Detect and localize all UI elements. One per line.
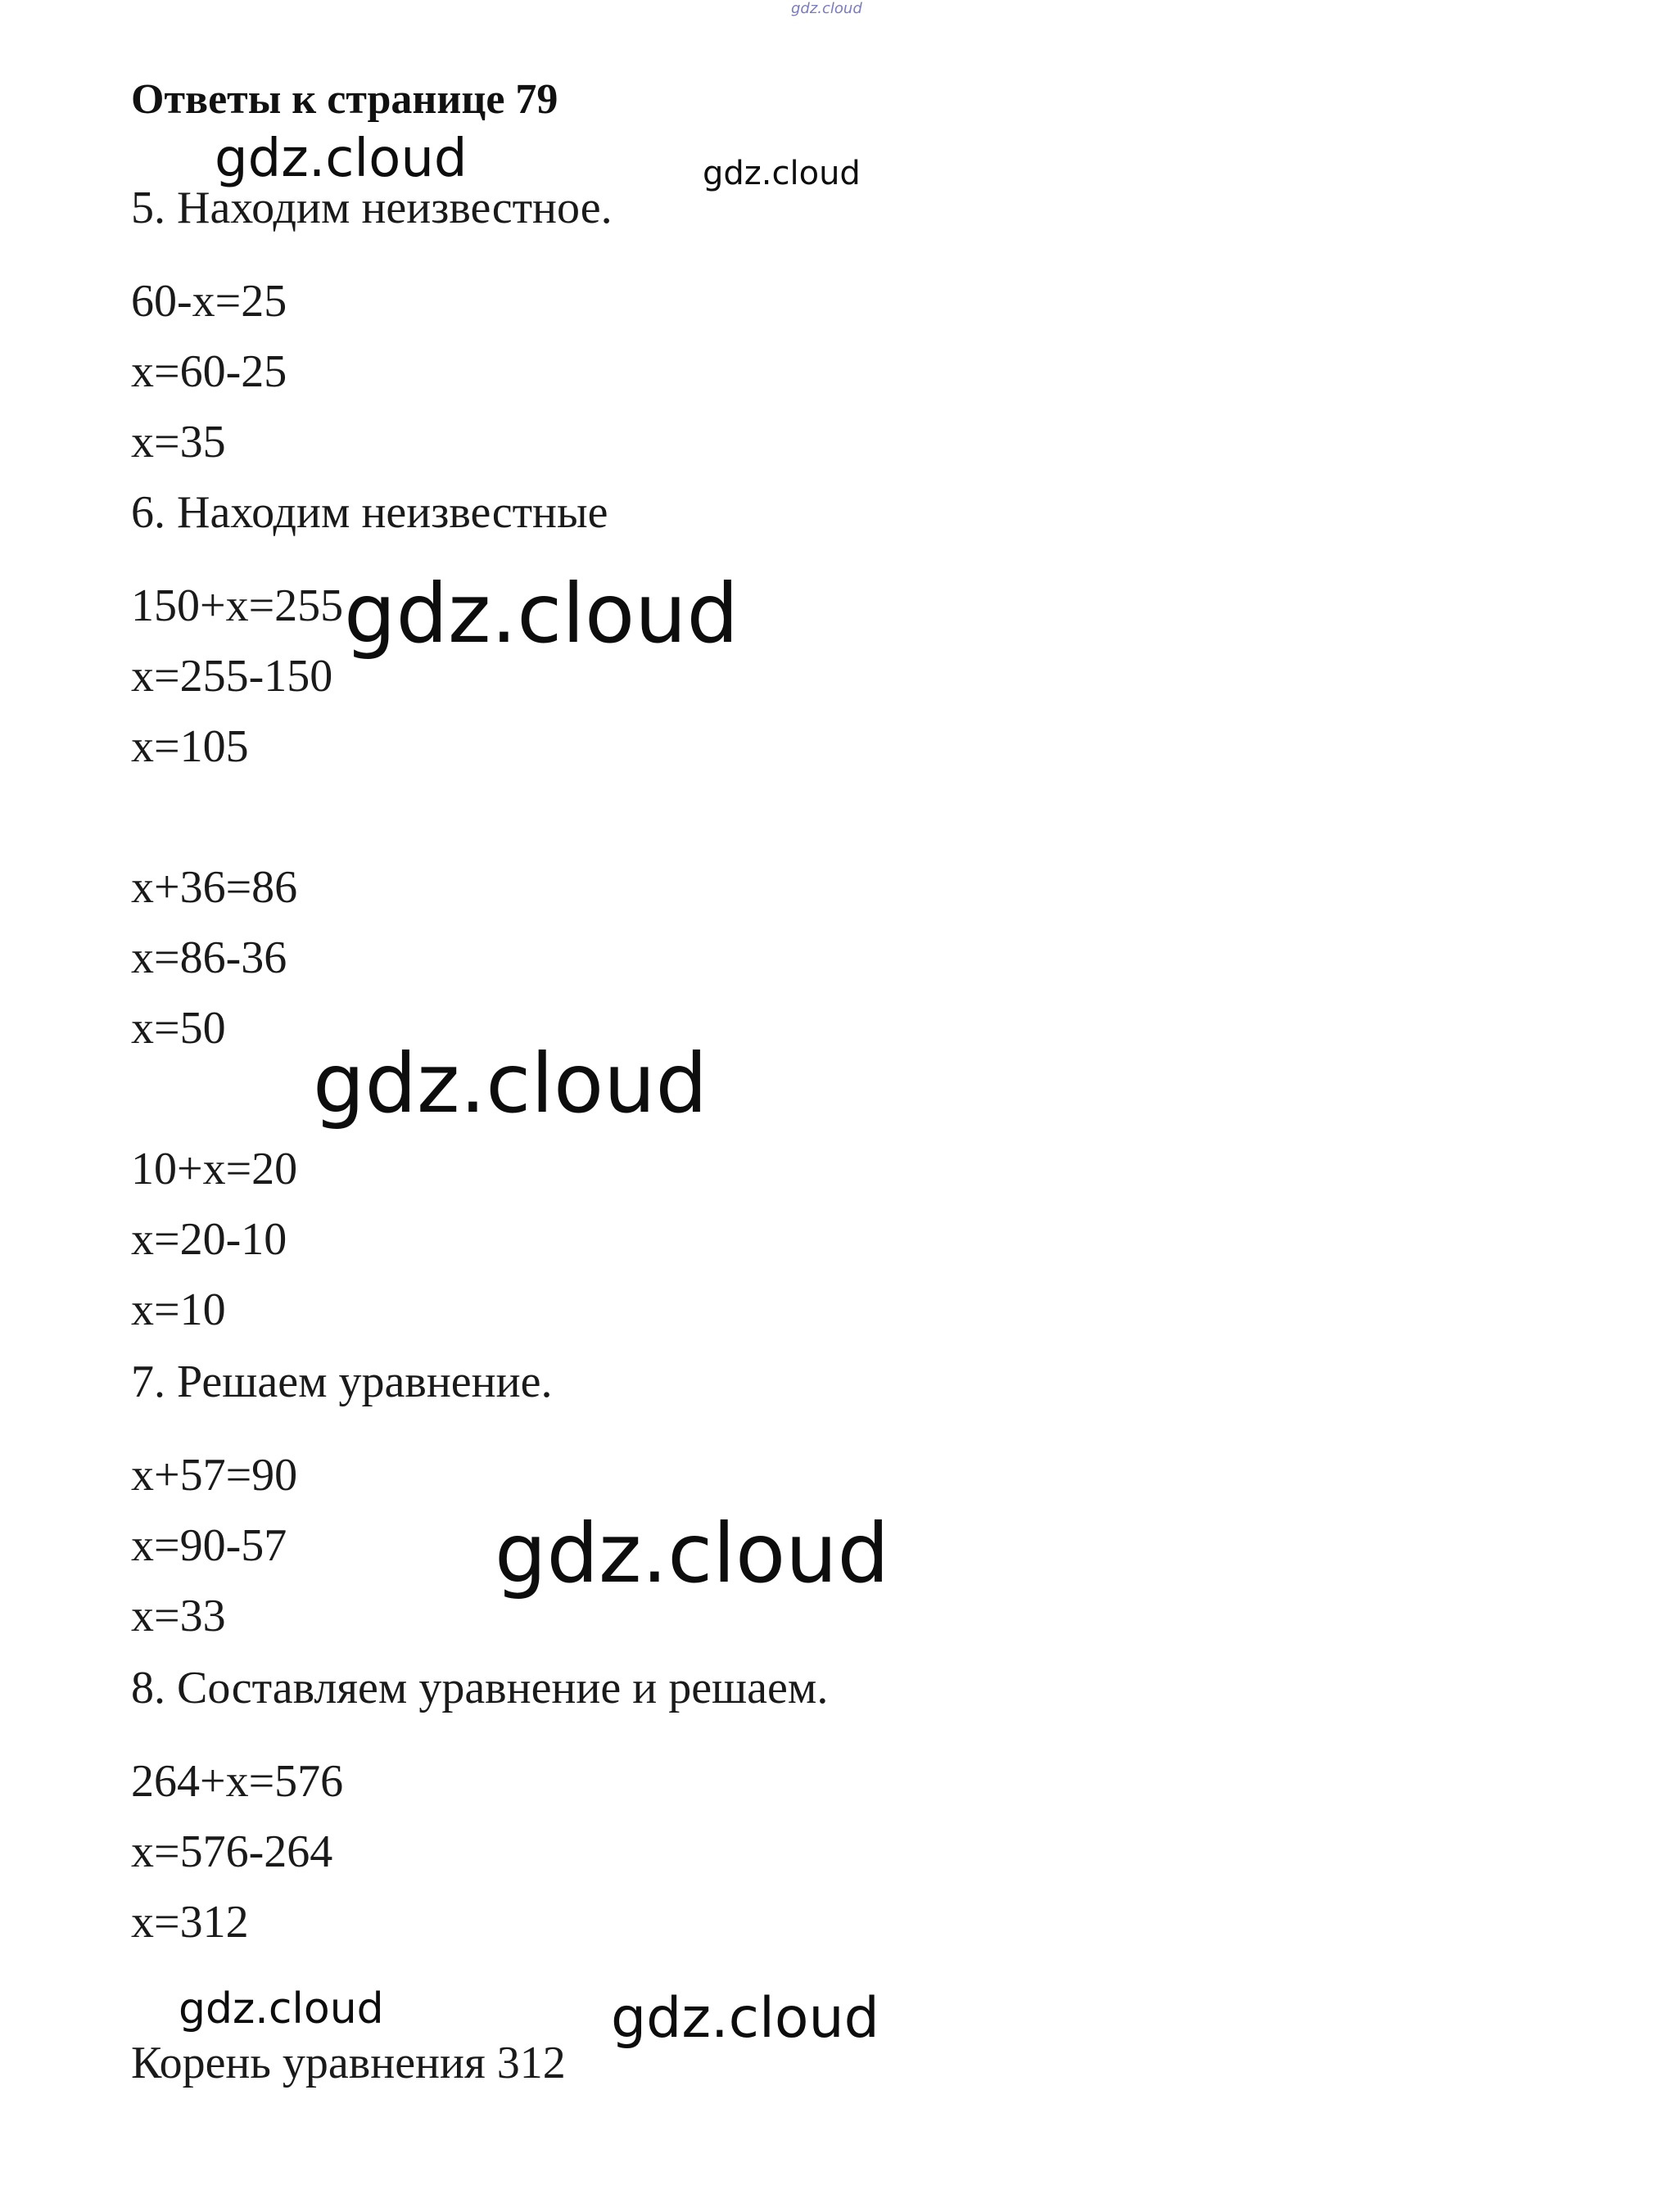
watermark: gdz.cloud bbox=[313, 1036, 708, 1131]
equation-line: 10+x=20 bbox=[131, 1144, 298, 1194]
equation-line: 150+x=255 bbox=[131, 580, 344, 631]
equation-line: x=50 bbox=[131, 1003, 226, 1054]
equation-line: x=312 bbox=[131, 1897, 249, 1948]
watermark: gdz.cloud bbox=[215, 129, 468, 189]
watermark-top: gdz.cloud bbox=[791, 0, 862, 17]
equation-line: x=10 bbox=[131, 1284, 226, 1335]
equation-line: 264+x=576 bbox=[131, 1756, 344, 1807]
equation-line: x=60-25 bbox=[131, 346, 287, 397]
equation-line: x=33 bbox=[131, 1591, 226, 1641]
equation-line: x=20-10 bbox=[131, 1214, 287, 1265]
watermark: gdz.cloud bbox=[703, 155, 861, 192]
exercise-6-heading: 6. Находим неизвестные bbox=[131, 487, 608, 538]
equation-line: 60-x=25 bbox=[131, 276, 287, 327]
exercise-7-heading: 7. Решаем уравнение. bbox=[131, 1357, 553, 1407]
page-title: Ответы к странице 79 bbox=[131, 76, 558, 123]
watermark: gdz.cloud bbox=[179, 1984, 384, 2034]
equation-line: x+36=86 bbox=[131, 862, 298, 913]
exercise-8-heading: 8. Составляем уравнение и решаем. bbox=[131, 1663, 829, 1713]
equation-line: x=86-36 bbox=[131, 932, 287, 983]
equation-line: x=105 bbox=[131, 721, 249, 772]
equation-line: x=576-264 bbox=[131, 1826, 333, 1877]
equation-line: x=90-57 bbox=[131, 1520, 287, 1571]
watermark: gdz.cloud bbox=[611, 1986, 879, 2051]
answer-line: Корень уравнения 312 bbox=[131, 2038, 566, 2088]
exercise-5-heading: 5. Находим неизвестное. bbox=[131, 183, 613, 233]
watermark: gdz.cloud bbox=[495, 1506, 890, 1601]
equation-line: x+57=90 bbox=[131, 1450, 298, 1501]
equation-line: x=255-150 bbox=[131, 651, 333, 702]
equation-line: x=35 bbox=[131, 417, 226, 467]
watermark: gdz.cloud bbox=[344, 566, 739, 661]
